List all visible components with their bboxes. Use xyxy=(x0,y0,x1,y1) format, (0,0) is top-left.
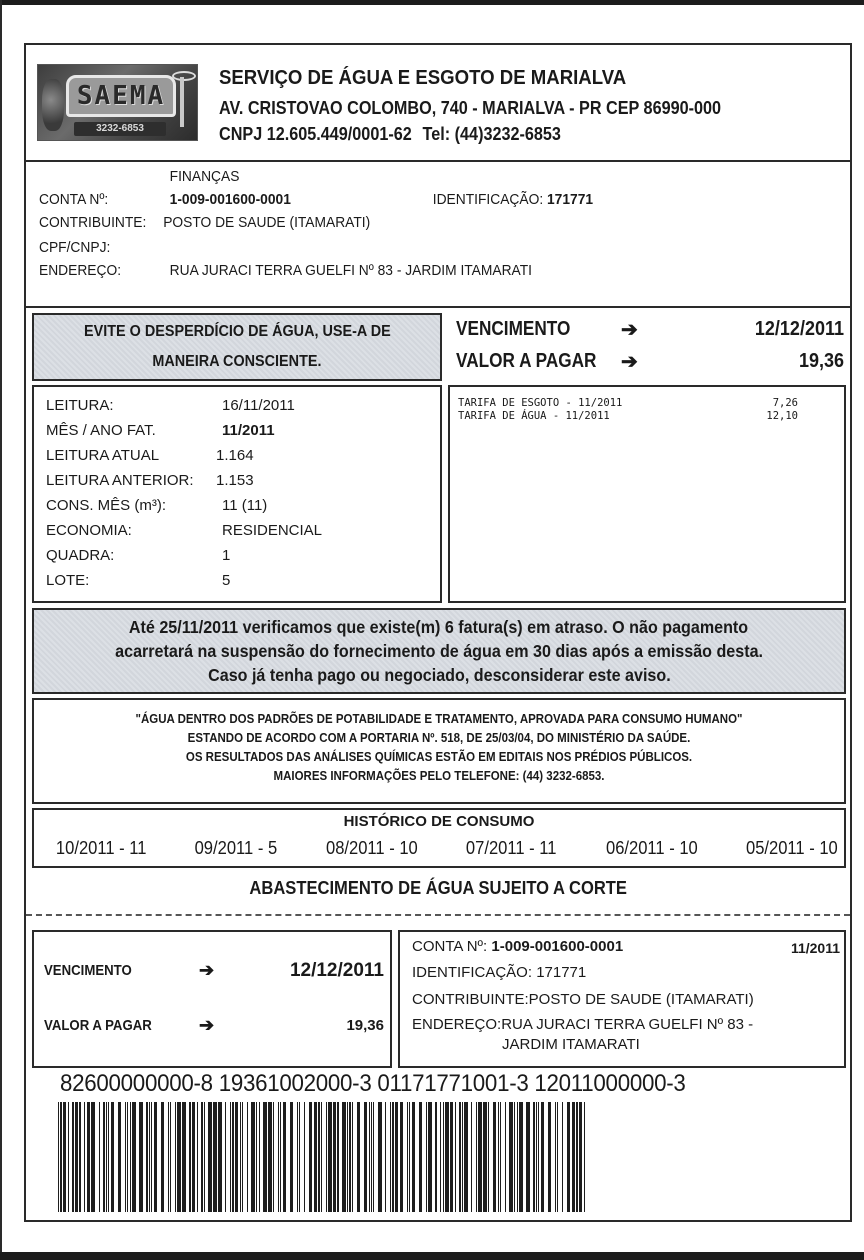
reading-value: RESIDENCIAL xyxy=(222,522,323,539)
reading-label: QUADRA: xyxy=(46,547,115,564)
arrow-right-icon: ➔ xyxy=(621,319,638,341)
water-quality-statement xyxy=(32,698,846,804)
amount-label: VALOR A PAGAR xyxy=(456,350,597,372)
reading-value: 5 xyxy=(222,572,231,589)
water-bill xyxy=(24,43,852,1222)
stub-address-row-2 xyxy=(502,1036,640,1053)
identification-value: 171771 xyxy=(547,191,594,208)
stub-id-value: 171771 xyxy=(536,964,587,981)
reading-label: LEITURA ANTERIOR: xyxy=(46,472,194,489)
saema-logo xyxy=(37,64,198,141)
reading-value: 16/11/2011 xyxy=(222,397,295,414)
stub-amount-label: VALOR A PAGAR xyxy=(44,1017,152,1034)
stub-address-label: ENDEREÇO: xyxy=(412,1016,502,1033)
company-cnpj-line xyxy=(219,124,561,145)
stub-account-box xyxy=(398,930,846,1068)
history-item: 05/2011 - 10 xyxy=(746,838,838,858)
history-list xyxy=(52,838,842,859)
identification-label: IDENTIFICAÇÃO: xyxy=(432,191,544,208)
cpf-label: CPF/CNPJ: xyxy=(39,239,111,256)
history-item: 10/2011 - 11 xyxy=(55,838,147,858)
reading-label: LEITURA ATUAL xyxy=(46,447,160,464)
tariff-row xyxy=(458,397,798,411)
history-item: 06/2011 - 10 xyxy=(605,838,698,858)
amount-value: 19,36 xyxy=(798,350,844,372)
reading-label: LOTE: xyxy=(46,572,90,589)
reading-label: CONS. MÊS (m³): xyxy=(46,497,166,514)
stub-due-value: 12/12/2011 xyxy=(289,960,384,981)
stub-address-row xyxy=(412,1016,753,1033)
reading-row xyxy=(46,447,254,471)
notice-line-3: Caso já tenha pago ou negociado, desconsiderar este aviso. xyxy=(207,665,671,685)
reading-value: 11/2011 xyxy=(222,422,275,439)
reading-row xyxy=(46,422,275,446)
due-date-value: 12/12/2011 xyxy=(754,318,844,340)
page-top-edge xyxy=(0,0,864,5)
arrow-right-icon: ➔ xyxy=(621,351,638,373)
stub-taxpayer-row xyxy=(412,991,754,1008)
reading-value: 1 xyxy=(222,547,231,564)
plant-icon xyxy=(42,79,64,131)
meter-reading-box xyxy=(32,385,442,603)
history-item: 08/2011 - 10 xyxy=(325,838,418,858)
bill-header xyxy=(26,45,850,162)
quality-line-2: ESTANDO DE ACORDO COM A PORTARIA Nº. 518, DE 25/03/04, DO MINISTÉRIO DA SAÚDE. xyxy=(187,731,691,745)
company-address: AV. CRISTOVAO COLOMBO, 740 - MARIALVA - PR CEP 86990-000 xyxy=(219,98,722,118)
taxpayer-value: POSTO DE SAUDE (ITAMARATI) xyxy=(163,214,371,231)
address-value: RUA JURACI TERRA GUELFI Nº 83 - JARDIM ITAMARATI xyxy=(169,262,533,279)
logo-phone: 3232-6853 xyxy=(74,122,166,136)
account-row xyxy=(39,191,594,208)
stub-amount-value: 19,36 xyxy=(346,1017,384,1034)
quality-line-4: MAIORES INFORMAÇÕES PELO TELEFONE: (44) 3232-6853. xyxy=(273,769,605,783)
supply-cut-warning xyxy=(26,878,850,899)
history-item: 09/2011 - 5 xyxy=(194,838,278,858)
page-bottom-edge xyxy=(0,1252,864,1260)
stub-period: 11/2011 xyxy=(790,940,840,956)
arrow-right-icon: ➔ xyxy=(199,1015,215,1035)
tariff-value: 12,10 xyxy=(766,410,798,422)
stub-id-row xyxy=(412,964,586,981)
amount-row xyxy=(456,350,846,380)
reading-value: 11 (11) xyxy=(222,497,268,514)
stub-due-label: VENCIMENTO xyxy=(44,962,132,979)
customer-info xyxy=(26,162,850,308)
notice-line-2: acarretará na suspensão do fornecimento de água em 30 dias após a emissão desta. xyxy=(115,641,763,661)
history-title: HISTÓRICO DE CONSUMO xyxy=(343,813,535,830)
address-label: ENDEREÇO: xyxy=(39,262,122,279)
supply-cut-text: ABASTECIMENTO DE ÁGUA SUJEITO A CORTE xyxy=(249,878,627,898)
company-name: SERVIÇO DE ÁGUA E ESGOTO DE MARIALVA xyxy=(219,67,627,89)
stub-due-row xyxy=(44,962,384,986)
cpf-row xyxy=(39,239,110,256)
stub-address-line-1: RUA JURACI TERRA GUELFI Nº 83 - xyxy=(501,1016,754,1033)
tariff-label: TARIFA DE ÁGUA - 11/2011 xyxy=(458,410,610,422)
stub-account-label: CONTA Nº: xyxy=(412,938,488,955)
reading-value: 1.153 xyxy=(216,472,254,489)
address-row xyxy=(39,262,533,279)
reading-row xyxy=(46,497,268,521)
stub-amount-row xyxy=(44,1017,384,1041)
stub-address-line-2: JARDIM ITAMARATI xyxy=(502,1036,640,1053)
stub-account-row xyxy=(412,938,623,955)
tariff-label: TARIFA DE ESGOTO - 11/2011 xyxy=(458,397,623,409)
reading-label: MÊS / ANO FAT. xyxy=(46,422,156,439)
tariff-value: 7,26 xyxy=(772,397,798,409)
stub-id-label: IDENTIFICAÇÃO: xyxy=(412,964,533,981)
payment-summary xyxy=(456,315,846,381)
account-value: 1-009-001600-0001 xyxy=(169,191,291,208)
account-label: CONTA Nº: xyxy=(39,191,109,208)
stub-taxpayer-value: POSTO DE SAUDE (ITAMARATI) xyxy=(528,991,754,1008)
reading-row xyxy=(46,522,323,546)
stub-account-value: 1-009-001600-0001 xyxy=(491,938,624,955)
consumption-history xyxy=(32,808,846,868)
payment-barcode xyxy=(58,1102,588,1212)
reading-value: 1.164 xyxy=(216,447,254,464)
due-date-label: VENCIMENTO xyxy=(456,318,571,340)
company-cnpj: CNPJ 12.605.449/0001-62 xyxy=(219,124,412,144)
history-item: 07/2011 - 11 xyxy=(466,838,557,858)
tariff-breakdown xyxy=(448,385,846,603)
company-phone: Tel: (44)3232-6853 xyxy=(422,124,561,144)
category-value: FINANÇAS xyxy=(169,168,240,185)
notice-line-1: Até 25/11/2011 verificamos que existe(m) 6 fatura(s) em atraso. O não pagamento xyxy=(129,617,749,637)
taxpayer-row xyxy=(39,214,371,231)
tariff-row xyxy=(458,410,798,424)
due-date-row xyxy=(456,318,846,348)
reading-row xyxy=(46,572,231,596)
arrow-right-icon: ➔ xyxy=(199,960,215,980)
stub-payment-box xyxy=(32,930,392,1068)
warning-line-1: EVITE O DESPERDÍCIO DE ÁGUA, USE-A DE xyxy=(83,323,391,340)
reading-label: LEITURA: xyxy=(46,397,114,414)
overdue-notice xyxy=(32,608,846,694)
taxpayer-label: CONTRIBUINTE: xyxy=(39,214,147,231)
faucet-icon xyxy=(172,71,192,133)
tear-line xyxy=(26,914,850,916)
barcode-bar xyxy=(584,1102,585,1212)
page-left-edge xyxy=(0,0,2,1260)
logo-wordmark: SAEMA xyxy=(66,75,176,117)
reading-row xyxy=(46,397,295,421)
reading-row xyxy=(46,472,254,496)
identification xyxy=(433,191,593,208)
warning-line-2: MANEIRA CONSCIENTE. xyxy=(152,353,322,370)
water-saving-warning xyxy=(32,313,442,381)
stub-taxpayer-label: CONTRIBUINTE: xyxy=(412,991,529,1008)
quality-line-3: OS RESULTADOS DAS ANÁLISES QUÍMICAS ESTÃO EM EDITAIS NOS PRÉDIOS PÚBLICOS. xyxy=(185,750,693,764)
quality-line-1: "ÁGUA DENTRO DOS PADRÕES DE POTABILIDADE E TRATAMENTO, APROVADA PARA CONSUMO HUMANO" xyxy=(135,712,743,726)
reading-label: ECONOMIA: xyxy=(46,522,132,539)
barcode-digits: 82600000000-8 19361002000-3 01171771001-3 12011000000-3 xyxy=(60,1070,686,1097)
reading-row xyxy=(46,547,231,571)
